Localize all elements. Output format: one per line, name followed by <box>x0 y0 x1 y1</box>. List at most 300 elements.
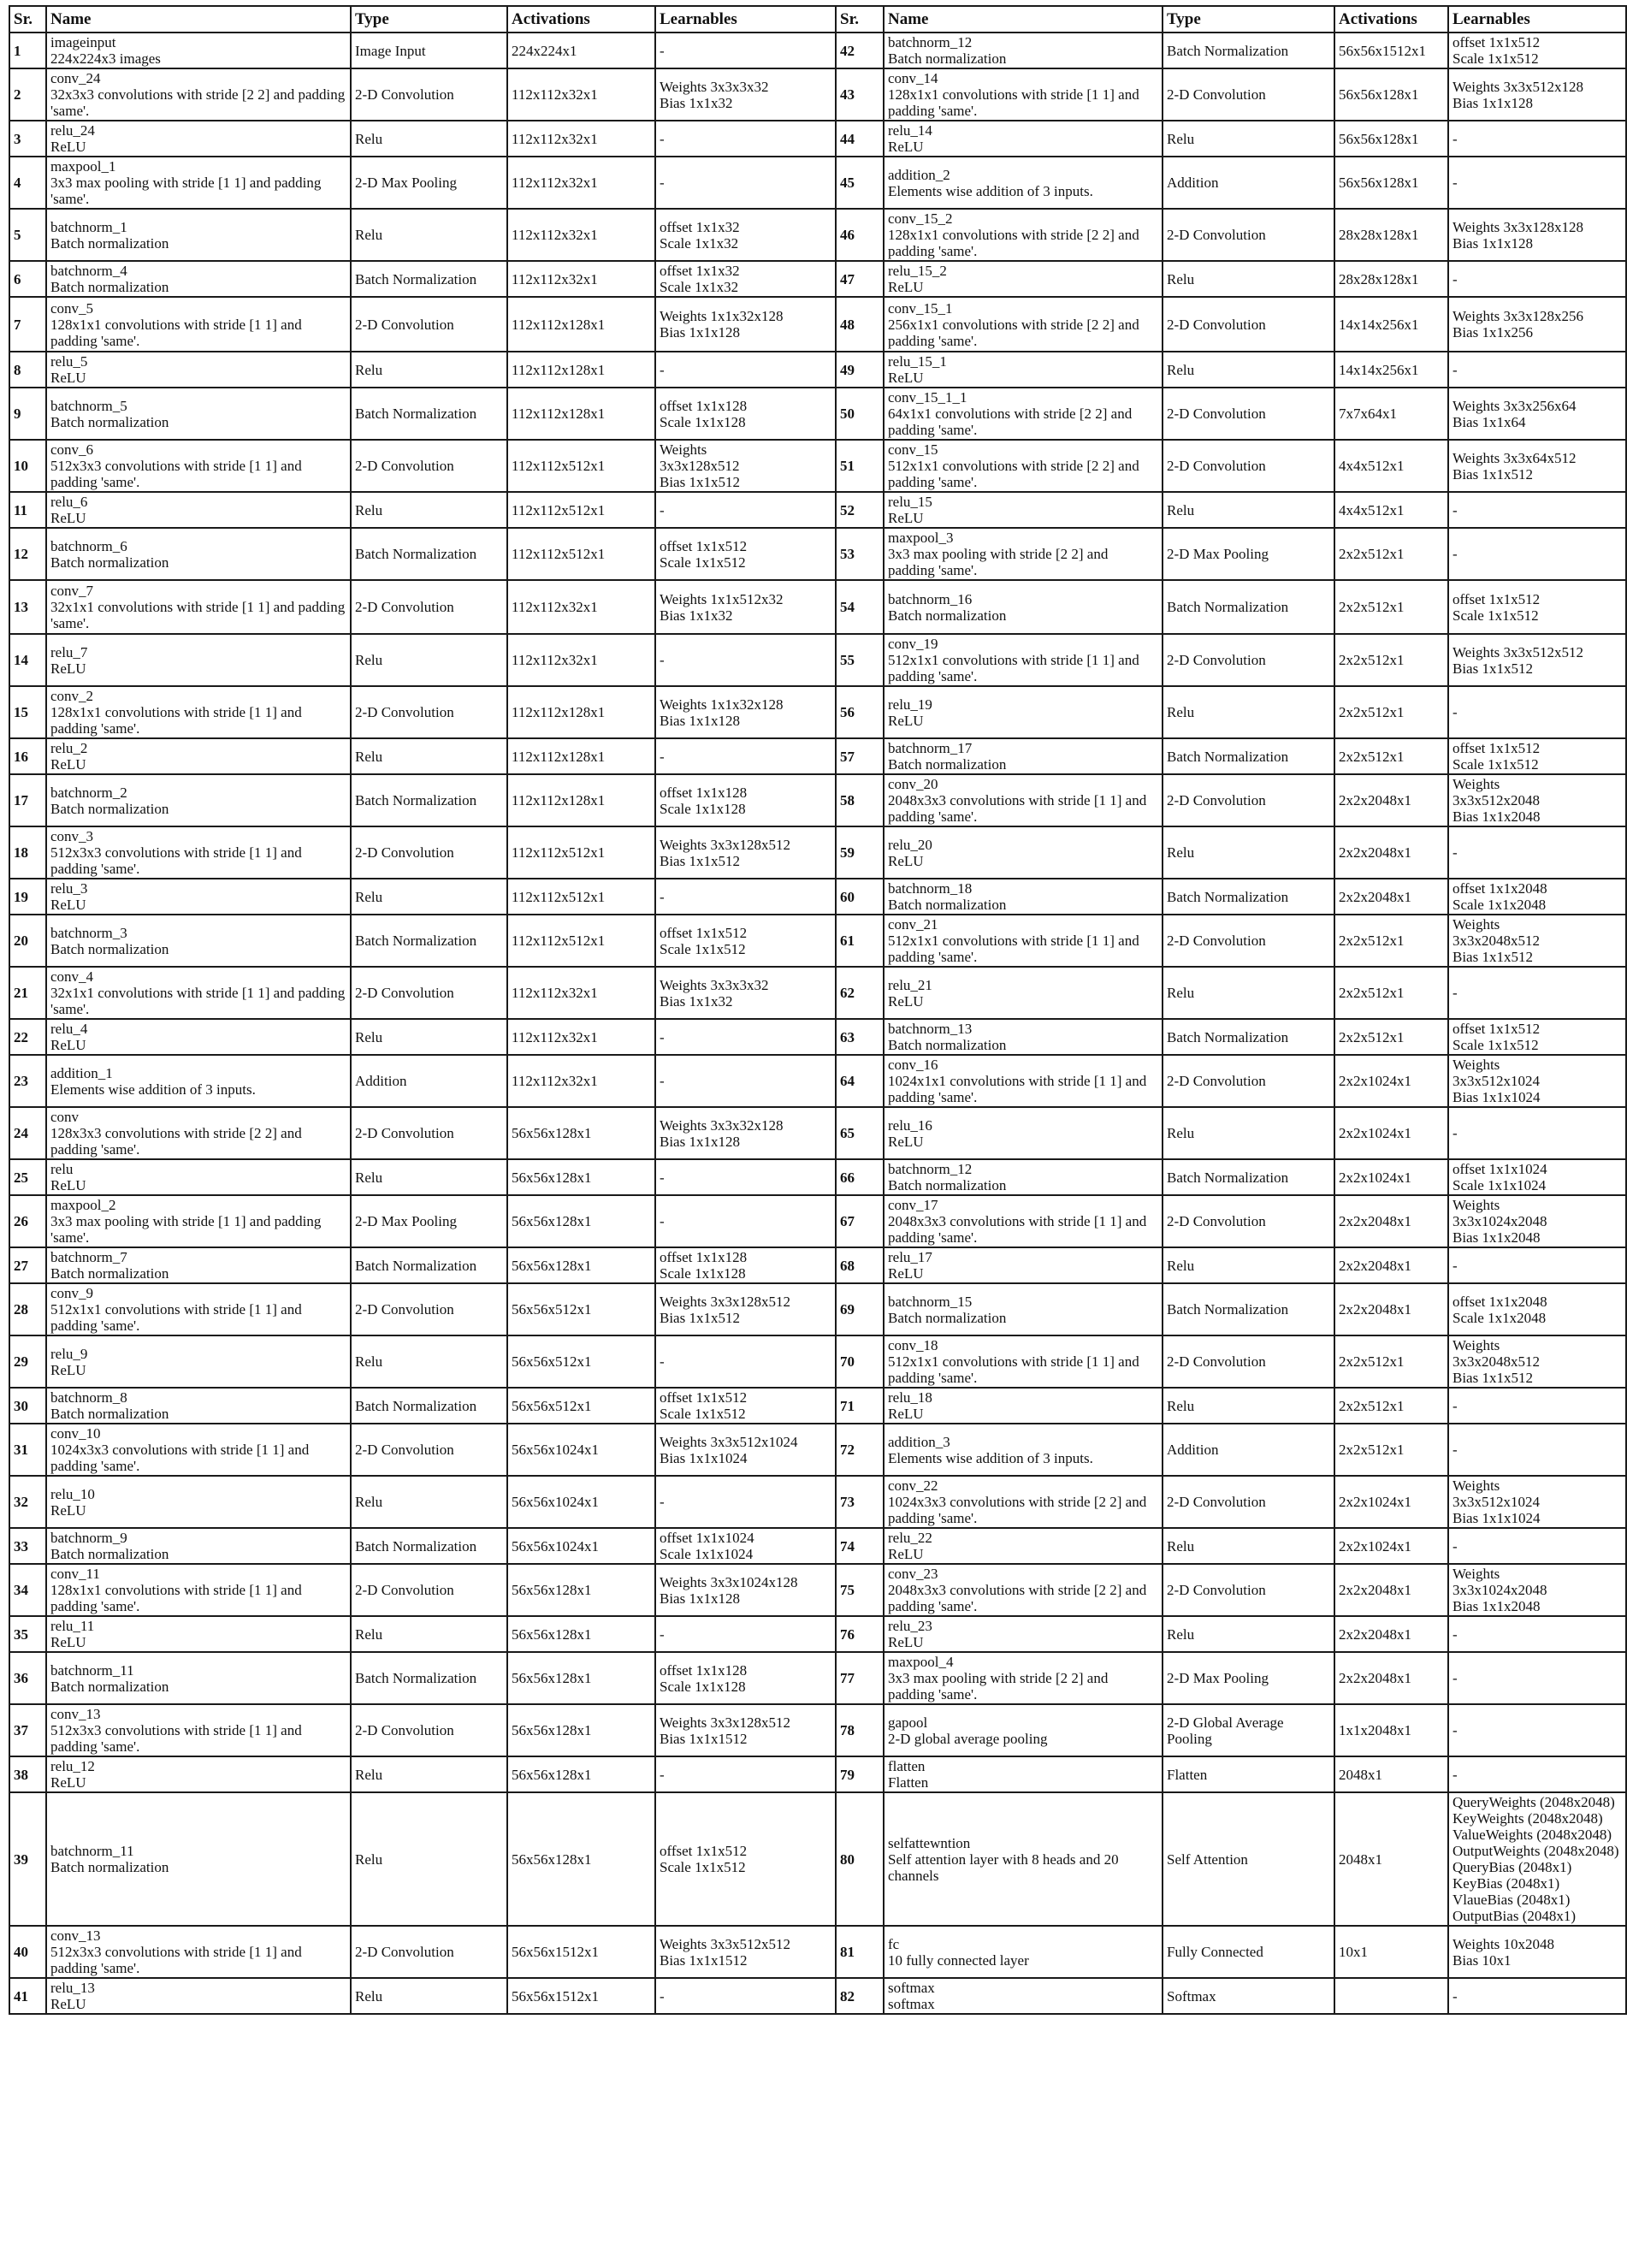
layer-learnables <box>1448 879 1626 915</box>
layer-name-cell <box>884 915 1163 967</box>
layer-number: 51 <box>836 440 884 492</box>
layer-type: Batch Normalization <box>351 1528 507 1564</box>
layer-activations: 224x224x1 <box>507 33 655 68</box>
learnable-line: Weights <box>1452 1337 1500 1353</box>
layer-number: 69 <box>836 1283 884 1335</box>
layer-description: Batch normalization <box>888 1177 1007 1193</box>
layer-name-cell <box>884 1926 1163 1978</box>
layer-type: Batch Normalization <box>1163 1283 1334 1335</box>
layer-name: batchnorm_4 <box>50 263 127 279</box>
layer-learnables <box>655 209 836 261</box>
table-row <box>9 492 1626 528</box>
layer-activations: 112x112x512x1 <box>507 528 655 580</box>
layer-number: 38 <box>9 1756 46 1792</box>
layer-learnables <box>1448 440 1626 492</box>
layer-activations: 2x2x512x1 <box>1334 967 1448 1019</box>
layer-name: relu_7 <box>50 643 88 660</box>
layer-activations: 56x56x128x1 <box>507 1107 655 1159</box>
layer-activations: 112x112x32x1 <box>507 634 655 686</box>
learnable-line: Weights 3x3x3x32 <box>660 976 769 993</box>
layer-name-cell <box>884 967 1163 1019</box>
learnables-dash: - <box>1452 130 1458 147</box>
table-row <box>9 634 1626 686</box>
learnable-line: offset 1x1x128 <box>660 397 748 414</box>
learnable-line: KeyBias (2048x1) <box>1452 1875 1560 1892</box>
layer-learnables <box>1448 261 1626 297</box>
table-row <box>9 121 1626 157</box>
layer-number: 43 <box>836 68 884 121</box>
table-row <box>9 157 1626 209</box>
layer-description: ReLU <box>50 370 86 386</box>
layer-name: batchnorm_2 <box>50 784 127 801</box>
layer-activations: 28x28x128x1 <box>1334 209 1448 261</box>
layer-type: Batch Normalization <box>351 1388 507 1424</box>
layer-activations: 56x56x1024x1 <box>507 1424 655 1476</box>
layer-activations: 112x112x32x1 <box>507 967 655 1019</box>
layer-name-cell <box>46 1195 351 1247</box>
learnable-line: Bias 1x1x512 <box>660 474 740 490</box>
layer-name: conv_19 <box>888 636 938 652</box>
layer-name: batchnorm_6 <box>50 537 127 554</box>
layer-name: addition_2 <box>888 166 950 183</box>
layer-description: 2-D global average pooling <box>888 1730 1048 1747</box>
layer-description: 128x3x3 convolutions with stride [2 2] and padding 'same'. <box>50 1125 302 1158</box>
layer-name-cell <box>884 492 1163 528</box>
learnable-line: Weights 1x1x32x128 <box>660 308 784 324</box>
layer-name: conv_18 <box>888 1337 938 1353</box>
learnables-dash: - <box>660 1987 665 2004</box>
layer-name: batchnorm_18 <box>888 880 973 897</box>
layer-number: 66 <box>836 1159 884 1195</box>
layer-number: 53 <box>836 528 884 580</box>
layer-activations: 2x2x1024x1 <box>1334 1055 1448 1107</box>
layer-type: 2-D Global Average Pooling <box>1163 1704 1334 1756</box>
layer-activations: 112x112x128x1 <box>507 352 655 388</box>
layer-name: relu_18 <box>888 1389 932 1406</box>
layer-name: relu_14 <box>888 122 932 139</box>
layer-activations: 112x112x32x1 <box>507 209 655 261</box>
layer-number: 17 <box>9 774 46 826</box>
layer-name: batchnorm_16 <box>888 590 973 607</box>
learnable-line: QueryBias (2048x1) <box>1452 1859 1572 1875</box>
layer-type: 2-D Convolution <box>1163 774 1334 826</box>
layer-name-cell <box>884 634 1163 686</box>
learnables-dash: - <box>660 175 665 191</box>
learnables-dash: - <box>660 361 665 378</box>
layer-description: Elements wise addition of 3 inputs. <box>50 1081 256 1098</box>
layer-number: 46 <box>836 209 884 261</box>
table-row <box>9 686 1626 738</box>
layer-name-cell <box>46 121 351 157</box>
layer-description: 128x1x1 convolutions with stride [1 1] and padding 'same'. <box>50 1582 302 1614</box>
learnable-line: Scale 1x1x1024 <box>660 1546 754 1562</box>
layer-type: Relu <box>351 352 507 388</box>
layer-number: 62 <box>836 967 884 1019</box>
layer-type: Relu <box>1163 1616 1334 1652</box>
learnables-dash: - <box>660 1766 665 1783</box>
layer-activations: 56x56x128x1 <box>507 1756 655 1792</box>
layer-type: Relu <box>1163 1528 1334 1564</box>
layer-name: conv_7 <box>50 583 94 599</box>
layer-name-cell <box>46 1055 351 1107</box>
layer-activations: 112x112x128x1 <box>507 388 655 440</box>
layer-description: 2048x3x3 convolutions with stride [1 1] and padding 'same'. <box>888 792 1147 825</box>
learnable-line: Bias 1x1x2048 <box>1452 1598 1541 1614</box>
layer-learnables <box>1448 915 1626 967</box>
learnable-line: Scale 1x1x32 <box>660 234 739 252</box>
learnables-dash: - <box>1452 1670 1458 1686</box>
learnable-line: Weights <box>660 441 707 458</box>
learnable-line: Weights 3x3x1024x128 <box>660 1573 798 1590</box>
layer-type: Batch Normalization <box>351 261 507 297</box>
layer-name-cell <box>884 388 1163 440</box>
layer-learnables <box>655 1926 836 1978</box>
learnables-dash: - <box>1452 270 1458 287</box>
layer-learnables <box>1448 1528 1626 1564</box>
layer-number: 3 <box>9 121 46 157</box>
layer-activations: 2x2x2048x1 <box>1334 1195 1448 1247</box>
layer-number: 30 <box>9 1388 46 1424</box>
layer-name-cell <box>46 261 351 297</box>
layer-number: 65 <box>836 1107 884 1159</box>
learnables-dash: - <box>1452 1625 1458 1643</box>
table-row <box>9 915 1626 967</box>
table-row <box>9 528 1626 580</box>
table-row <box>9 1019 1626 1055</box>
layer-learnables <box>655 1335 836 1388</box>
learnable-line: 3x3x512x1024 <box>1452 1073 1540 1089</box>
layer-name: softmax <box>888 1980 935 1996</box>
table-row <box>9 261 1626 297</box>
layer-learnables <box>655 774 836 826</box>
layer-number: 71 <box>836 1388 884 1424</box>
layer-name-cell <box>46 967 351 1019</box>
layer-name-cell <box>884 879 1163 915</box>
layer-description: ReLU <box>888 852 924 869</box>
table-row <box>9 1107 1626 1159</box>
layer-learnables <box>1448 68 1626 121</box>
learnable-line: Scale 1x1x1024 <box>1452 1177 1547 1193</box>
learnable-line: Weights 3x3x128x128 <box>1452 218 1584 235</box>
learnable-line: Bias 1x1x64 <box>1452 413 1526 430</box>
layer-description: ReLU <box>50 510 86 526</box>
layer-number: 13 <box>9 580 46 634</box>
layer-number: 28 <box>9 1283 46 1335</box>
layer-activations: 2x2x512x1 <box>1334 634 1448 686</box>
layer-name-cell <box>884 826 1163 879</box>
learnable-line: Scale 1x1x512 <box>1452 756 1539 773</box>
layer-learnables <box>655 1528 836 1564</box>
layer-name: batchnorm_11 <box>50 1661 134 1679</box>
layer-number: 2 <box>9 68 46 121</box>
layer-type: 2-D Max Pooling <box>1163 528 1334 580</box>
layer-description: 32x3x3 convolutions with stride [2 2] and padding 'same'. <box>50 86 346 119</box>
layer-number: 45 <box>836 157 884 209</box>
layer-learnables <box>655 1159 836 1195</box>
learnables-dash: - <box>1452 1987 1458 2004</box>
layer-description: Flatten <box>888 1774 929 1791</box>
table-row <box>9 774 1626 826</box>
layer-name: conv_2 <box>50 688 94 704</box>
layer-description: ReLU <box>50 756 86 773</box>
learnable-line: offset 1x1x32 <box>660 218 740 235</box>
learnable-line: Scale 1x1x512 <box>1452 50 1539 67</box>
table-row <box>9 1652 1626 1704</box>
layer-name-cell <box>884 528 1163 580</box>
layer-number: 52 <box>836 492 884 528</box>
layer-type: Relu <box>351 121 507 157</box>
layer-learnables <box>1448 967 1626 1019</box>
learnables-dash: - <box>1452 985 1458 1001</box>
learnable-line: Bias 1x1x1024 <box>1452 1510 1541 1526</box>
layer-type: Batch Normalization <box>1163 879 1334 915</box>
layer-type: Relu <box>351 634 507 686</box>
learnable-line: Weights 3x3x512x128 <box>1452 78 1584 95</box>
learnable-line: offset 1x1x512 <box>1452 590 1541 607</box>
layer-learnables <box>655 1792 836 1926</box>
learnable-line: 3x3x2048x512 <box>1452 933 1540 949</box>
layer-activations: 56x56x1512x1 <box>507 1978 655 2014</box>
layer-description: ReLU <box>50 897 86 913</box>
layer-type: 2-D Convolution <box>351 580 507 634</box>
layer-type: 2-D Convolution <box>1163 388 1334 440</box>
layer-type: Addition <box>1163 1424 1334 1476</box>
layer-number: 14 <box>9 634 46 686</box>
layer-type: 2-D Convolution <box>1163 440 1334 492</box>
layer-number: 61 <box>836 915 884 967</box>
layer-learnables <box>1448 1388 1626 1424</box>
layer-type: Addition <box>351 1055 507 1107</box>
layer-type: Relu <box>1163 1107 1334 1159</box>
layer-description: 64x1x1 convolutions with stride [2 2] and padding 'same'. <box>888 406 1133 438</box>
layer-description: Batch normalization <box>50 234 169 252</box>
learnable-line: Scale 1x1x2048 <box>1452 1309 1547 1326</box>
layer-type: 2-D Max Pooling <box>1163 1652 1334 1704</box>
layer-activations: 14x14x256x1 <box>1334 352 1448 388</box>
layer-description: Batch normalization <box>50 1678 169 1695</box>
layer-name-cell <box>46 1652 351 1704</box>
layer-name: batchnorm_13 <box>888 1021 973 1037</box>
table-row <box>9 1756 1626 1792</box>
layer-activations: 112x112x128x1 <box>507 297 655 352</box>
learnables-dash: - <box>1452 1125 1458 1141</box>
layer-name: fc <box>888 1935 900 1952</box>
table-row <box>9 33 1626 68</box>
learnable-line: Bias 10x1 <box>1452 1951 1512 1969</box>
learnable-line: Scale 1x1x512 <box>1452 607 1539 624</box>
layer-type: 2-D Convolution <box>351 1926 507 1978</box>
learnable-line: KeyWeights (2048x2048) <box>1452 1810 1603 1827</box>
learnable-line: Weights 3x3x512x512 <box>660 1935 791 1952</box>
learnable-line: offset 1x1x1024 <box>1452 1161 1547 1177</box>
layer-description: 512x1x1 convolutions with stride [1 1] and padding 'same'. <box>50 1301 302 1334</box>
learnable-line: Bias 1x1x512 <box>660 852 740 869</box>
layer-description: Elements wise addition of 3 inputs. <box>888 182 1093 199</box>
layer-name-cell <box>46 1283 351 1335</box>
table-row <box>9 1616 1626 1652</box>
layer-name-cell <box>46 1792 351 1926</box>
layer-learnables <box>1448 1159 1626 1195</box>
layer-type: Batch Normalization <box>351 915 507 967</box>
layer-learnables <box>655 297 836 352</box>
layer-name-cell <box>884 686 1163 738</box>
learnable-line: Bias 1x1x1512 <box>660 1730 748 1747</box>
learnable-line: Weights <box>1452 1057 1500 1073</box>
learnable-line: Bias 1x1x1512 <box>660 1951 748 1969</box>
layer-name-cell <box>884 440 1163 492</box>
table-row <box>9 1792 1626 1926</box>
layer-type: Flatten <box>1163 1756 1334 1792</box>
layer-description: 512x3x3 convolutions with stride [1 1] and padding 'same'. <box>50 844 302 877</box>
layer-number: 4 <box>9 157 46 209</box>
layer-description: 512x1x1 convolutions with stride [1 1] and padding 'same'. <box>888 1353 1139 1386</box>
learnable-line: Scale 1x1x128 <box>660 1265 746 1282</box>
learnables-dash: - <box>1452 704 1458 720</box>
layer-activations: 7x7x64x1 <box>1334 388 1448 440</box>
layer-description: ReLU <box>50 660 86 677</box>
layer-name-cell <box>46 209 351 261</box>
layer-activations: 56x56x512x1 <box>507 1388 655 1424</box>
layer-number: 54 <box>836 580 884 634</box>
layer-name-cell <box>46 738 351 774</box>
layer-name-cell <box>884 1107 1163 1159</box>
layer-name: batchnorm_12 <box>888 34 973 50</box>
layer-number: 74 <box>836 1528 884 1564</box>
table-row <box>9 967 1626 1019</box>
learnables-dash: - <box>1452 1397 1458 1414</box>
layer-description: ReLU <box>50 1996 86 2012</box>
layer-type: 2-D Convolution <box>351 297 507 352</box>
layer-activations: 2x2x2048x1 <box>1334 879 1448 915</box>
layer-activations: 56x56x1024x1 <box>507 1476 655 1528</box>
learnable-line: Scale 1x1x512 <box>1452 1037 1539 1053</box>
layer-learnables <box>655 1019 836 1055</box>
layer-name-cell <box>884 1704 1163 1756</box>
learnable-line: Weights 3x3x3x32 <box>660 78 769 95</box>
layer-type: Relu <box>351 879 507 915</box>
layer-learnables <box>655 261 836 297</box>
layer-activations: 2x2x2048x1 <box>1334 1283 1448 1335</box>
layer-activations: 112x112x32x1 <box>507 1019 655 1055</box>
layer-name-cell <box>46 352 351 388</box>
layer-number: 55 <box>836 634 884 686</box>
table-row <box>9 1283 1626 1335</box>
table-row <box>9 1247 1626 1283</box>
layer-name-cell <box>46 1564 351 1616</box>
learnable-line: QueryWeights (2048x2048) <box>1452 1794 1615 1810</box>
layer-activations: 2048x1 <box>1334 1792 1448 1926</box>
layer-name-cell <box>46 1616 351 1652</box>
layer-name: maxpool_2 <box>50 1197 116 1213</box>
layer-type: 2-D Convolution <box>351 1107 507 1159</box>
layer-table-sheet <box>9 5 1625 2015</box>
layer-number: 59 <box>836 826 884 879</box>
layer-description: ReLU <box>888 1546 924 1562</box>
layer-number: 33 <box>9 1528 46 1564</box>
table-row <box>9 68 1626 121</box>
learnable-line: Weights <box>1452 1197 1500 1213</box>
layer-type: 2-D Convolution <box>351 1564 507 1616</box>
learnables-dash: - <box>1452 1442 1458 1458</box>
layer-name: relu_16 <box>888 1116 932 1134</box>
layer-name-cell <box>884 1476 1163 1528</box>
layer-name: conv_13 <box>50 1706 101 1722</box>
learnable-line: offset 1x1x512 <box>660 1843 748 1859</box>
learnable-line: Weights 3x3x128x512 <box>660 1714 791 1731</box>
layer-name: conv_11 <box>50 1566 100 1582</box>
layer-learnables <box>655 1652 836 1704</box>
layer-learnables <box>1448 1055 1626 1107</box>
learnables-dash: - <box>1452 546 1458 562</box>
layer-activations: 56x56x1512x1 <box>1334 33 1448 68</box>
layer-number: 22 <box>9 1019 46 1055</box>
layer-description: 128x1x1 convolutions with stride [1 1] and padding 'same'. <box>50 704 302 737</box>
layer-type: Batch Normalization <box>351 774 507 826</box>
header-sr: Sr. <box>9 6 46 33</box>
layer-name-cell <box>46 879 351 915</box>
layer-type: 2-D Convolution <box>351 686 507 738</box>
layer-name: relu_22 <box>888 1530 932 1546</box>
layer-number: 70 <box>836 1335 884 1388</box>
layer-activations: 2x2x1024x1 <box>1334 1159 1448 1195</box>
layer-activations: 56x56x128x1 <box>1334 121 1448 157</box>
layer-number: 40 <box>9 1926 46 1978</box>
layer-activations: 56x56x1024x1 <box>507 1528 655 1564</box>
layer-name: conv_16 <box>888 1057 938 1073</box>
layer-learnables <box>1448 1564 1626 1616</box>
learnable-line: Weights 1x1x512x32 <box>660 590 784 607</box>
layer-description: Batch normalization <box>888 607 1007 624</box>
layer-name-cell <box>884 1195 1163 1247</box>
layer-number: 6 <box>9 261 46 297</box>
layer-type: Addition <box>1163 157 1334 209</box>
learnables-dash: - <box>1452 361 1458 378</box>
layer-number: 48 <box>836 297 884 352</box>
layer-activations: 2x2x512x1 <box>1334 528 1448 580</box>
layer-type: Relu <box>1163 352 1334 388</box>
layer-name: conv_23 <box>888 1566 938 1582</box>
layer-type: Relu <box>1163 686 1334 738</box>
layer-name: addition_3 <box>888 1433 950 1450</box>
table-row <box>9 1388 1626 1424</box>
layer-name-cell <box>884 297 1163 352</box>
layer-name: conv_21 <box>888 916 938 933</box>
layer-type: 2-D Convolution <box>1163 68 1334 121</box>
learnable-line: Scale 1x1x128 <box>660 800 746 817</box>
layer-name-cell <box>46 1424 351 1476</box>
layer-learnables <box>655 967 836 1019</box>
learnable-line: Scale 1x1x512 <box>660 554 746 571</box>
layer-activations: 2x2x2048x1 <box>1334 1564 1448 1616</box>
learnable-line: 3x3x512x1024 <box>1452 1494 1540 1510</box>
layer-name: conv <box>50 1109 80 1125</box>
learnable-line: Bias 1x1x2048 <box>1452 1229 1541 1246</box>
layer-number: 57 <box>836 738 884 774</box>
layer-description: 2048x3x3 convolutions with stride [2 2] and padding 'same'. <box>888 1582 1147 1614</box>
layer-number: 8 <box>9 352 46 388</box>
layer-type: Relu <box>1163 1388 1334 1424</box>
layer-learnables <box>655 738 836 774</box>
layer-name: conv_24 <box>50 70 101 86</box>
layer-type: 2-D Convolution <box>351 1424 507 1476</box>
layer-name: relu_19 <box>888 696 932 713</box>
layer-name-cell <box>46 1335 351 1388</box>
layer-number: 16 <box>9 738 46 774</box>
learnables-dash: - <box>660 501 665 518</box>
layer-learnables <box>1448 121 1626 157</box>
learnable-line: Bias 1x1x512 <box>1452 1370 1533 1386</box>
layer-description: 32x1x1 convolutions with stride [1 1] and padding 'same'. <box>50 985 346 1017</box>
